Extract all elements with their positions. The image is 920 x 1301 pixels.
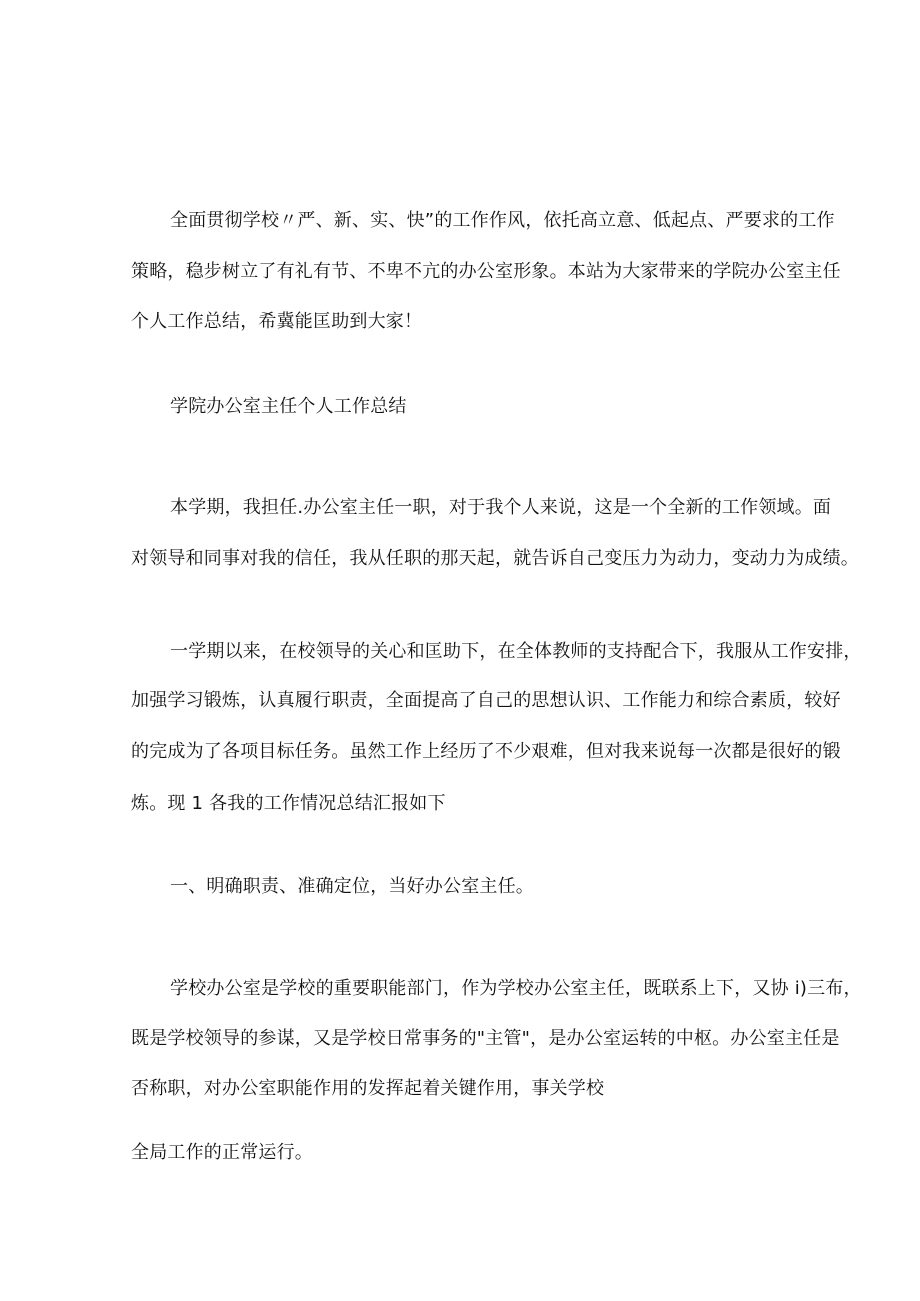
intro-line-1: 全面贯彻学校〃严、新、实、快”的工作作风，依托高立意、低起点、严要求的工作	[170, 210, 835, 231]
para3-line-1: 学校办公室是学校的重要职能部门，作为学校办公室主任，既联系上下，又协 i)三布，	[170, 978, 862, 999]
para1-line-2: 对领导和同事对我的信任，我从任职的那天起，就告诉自己变压力为动力，变动力为成绩。	[131, 548, 859, 569]
section-heading-1: 一、明确职责、准确定位，当好办公室主任。	[170, 876, 534, 897]
para2-line-3: 的完成为了各项目标任务。虽然工作上经历了不少艰难，但对我来说每一次都是很好的锻	[131, 741, 841, 762]
intro-line-3: 个人工作总结，希冀能匡助到大家！	[131, 311, 423, 332]
para4-line-1: 全局工作的正常运行。	[131, 1142, 313, 1163]
intro-line-2: 策略，稳步树立了有礼有节、不卑不亢的办公室形象。本站为大家带来的学院办公室主任	[131, 261, 841, 282]
para3-line-3: 否称职，对办公室职能作用的发挥起着关键作用，事关学校	[131, 1078, 605, 1099]
para2-line-2: 加强学习锻炼，认真履行职责，全面提高了自己的思想认识、工作能力和综合素质，较好	[131, 690, 841, 711]
para2-line-1: 一学期以来，在校领导的关心和匡助下，在全体教师的支持配合下，我服从工作安排，	[170, 641, 862, 662]
document-title: 学院办公室主任个人工作总结	[170, 396, 407, 417]
para3-line-2: 既是学校领导的参谋，又是学校日常事务的"主管"，是办公室运转的中枢。办公室主任是	[131, 1028, 840, 1049]
para1-line-1: 本学期，我担任.办公室主任一职，对于我个人来说，这是一个全新的工作领域。面	[170, 497, 832, 518]
para2-line-4: 炼。现 1 各我的工作情况总结汇报如下	[131, 793, 446, 814]
